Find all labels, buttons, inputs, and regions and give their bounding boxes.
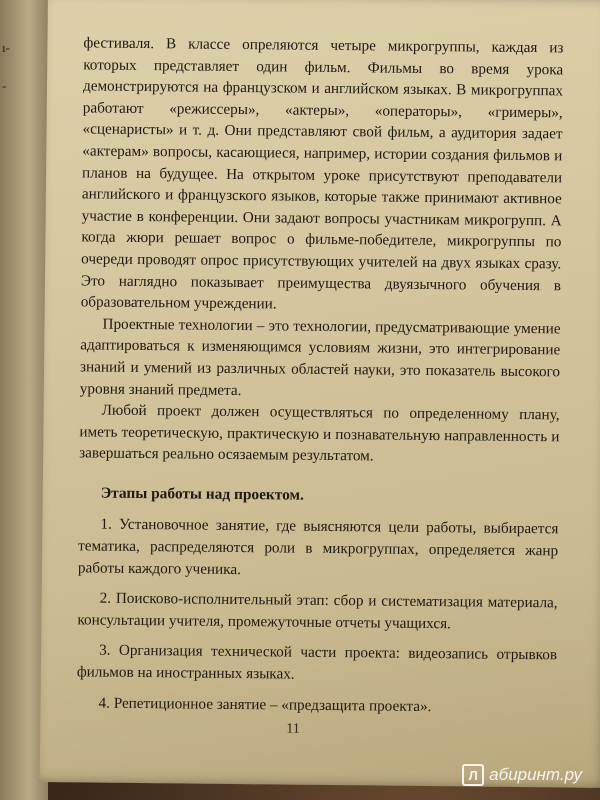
paragraph: Проектные технологии – это технологии, предусматривающие умение адаптироваться к изменяющимся условиям жизни, это интегрирование знаний и умений из различных областей науки, это показатель высокого уровня знаний предмета.	[79, 315, 561, 399]
list-item: 1. Установочное занятие, где выясняются цели работы, выбирается тематика, распределяются роли в микрогруппах, определяется жанр работы каждого ученика.	[77, 516, 559, 578]
list-item: 2. Поисково-исполнительный этап: сбор и систематизация материала, консультации учителя, промежуточные отчеты учащихся.	[77, 589, 558, 633]
labirint-logo-icon: Л	[462, 764, 484, 786]
watermark	[462, 764, 582, 786]
left-page-fragment: -	[2, 78, 7, 93]
paragraph: Любой проект должен осуществляться по определенному плану, иметь теоретическую, практическую и познавательную направленность и завершаться реально осязаемым результатом.	[79, 401, 560, 465]
page-number: 11	[286, 721, 300, 737]
watermark-text: абиринт.ру	[489, 765, 582, 784]
list-item: 3. Организация технической части проекта: видеозапись отрывков фильмов на иностранных языках.	[76, 642, 558, 683]
page-body	[76, 32, 563, 718]
paragraph: фестиваля. В классе опреляются четыре микрогруппы, каждая из которых представляет один фильм. Фильмы во время урока демонстрируются на французском и английском языках. В микрогруппах работают «режиссеры», «актеры», «операторы», «гримеры», «сценаристы» и т. д. Они представляют свой фильм, а аудитория задает «актерам» вопросы, касающиеся, например, истории создания фильмов и планов на будущее. На открытом уроке присутствуют преподаватели английского и французского языков, которые также принимают активное участие в конференции. Они задают вопросы участникам микрогрупп. А когда жюри решает вопрос о фильме-победителе, микрогруппы по очереди проводят опрос присутствующих учителей на двух языках сразу. Это наглядно показывает преимущества двуязычного обучения в образовательном учреждении.	[80, 34, 564, 313]
book-page	[40, 0, 600, 788]
left-page-fragment: ı-	[2, 40, 10, 55]
section-heading: Этапы работы над проектом.	[100, 484, 305, 504]
list-item: 4. Репетиционное занятие – «предзащита проекта».	[98, 694, 432, 715]
